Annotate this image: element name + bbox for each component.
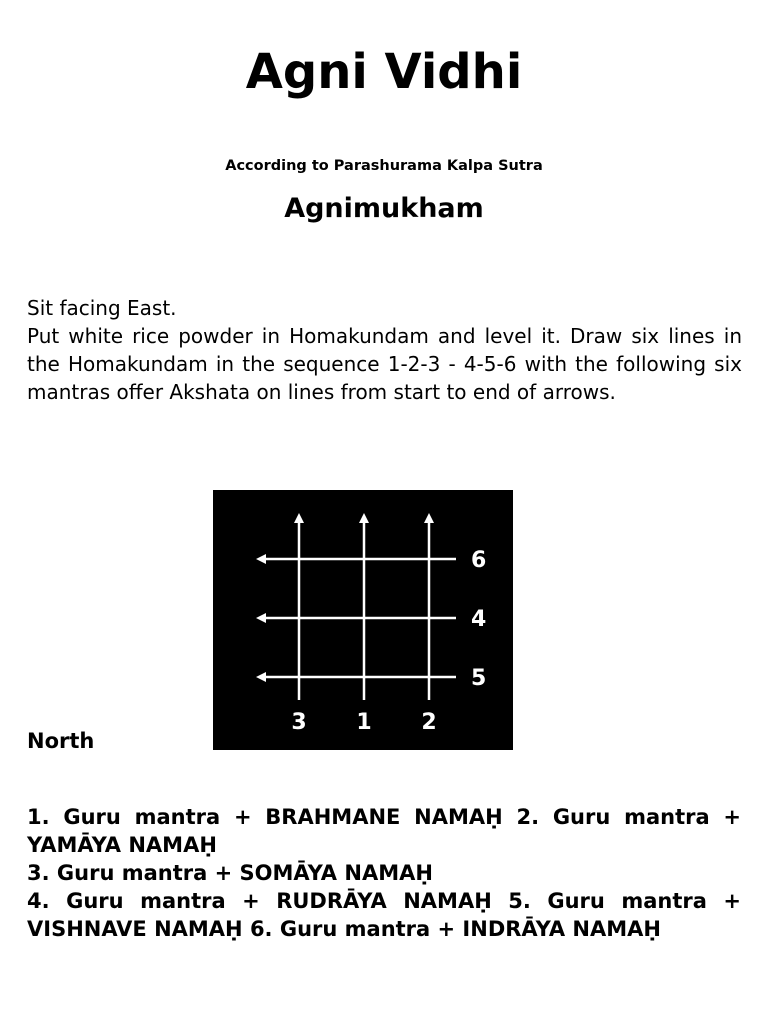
horizontal-label-6: 6: [471, 548, 487, 573]
instruction-line-1: Sit facing East.: [27, 296, 177, 320]
mantra-paragraph-3: 4. Guru mantra + RUDRĀYA NAMAḤ 5. Guru mantra + VISHNAVE NAMAḤ 6. Guru mantra + INDRĀYA NAMAḤ: [27, 889, 741, 941]
instruction-line-2: Put white rice powder in Homakundam and level it. Draw six lines in the Homakundam in the sequence 1-2-3 - 4-5-6 with the following six mantras offer Akshata on lines from start to end of arrows.: [27, 324, 742, 404]
direction-label-north: North: [27, 729, 95, 753]
mantra-list: [27, 803, 741, 943]
mantra-paragraph-1: 1. Guru mantra + BRAHMANE NAMAḤ 2. Guru mantra + YAMĀYA NAMAḤ: [27, 805, 741, 857]
vertical-label-1: 1: [356, 710, 372, 735]
vertical-label-2: 2: [421, 710, 437, 735]
horizontal-label-4: 4: [471, 607, 487, 632]
page-subtitle: According to Parashurama Kalpa Sutra: [225, 158, 543, 174]
section-heading: Agnimukham: [284, 193, 484, 224]
homakundam-diagram-svg: [213, 490, 513, 750]
vertical-label-3: 3: [291, 710, 307, 735]
instructions-block: [27, 294, 742, 406]
horizontal-label-5: 5: [471, 666, 487, 691]
mantra-paragraph-2: 3. Guru mantra + SOMĀYA NAMAḤ: [27, 861, 433, 885]
homakundam-diagram: [213, 490, 513, 750]
page-title: Agni Vidhi: [245, 44, 523, 100]
